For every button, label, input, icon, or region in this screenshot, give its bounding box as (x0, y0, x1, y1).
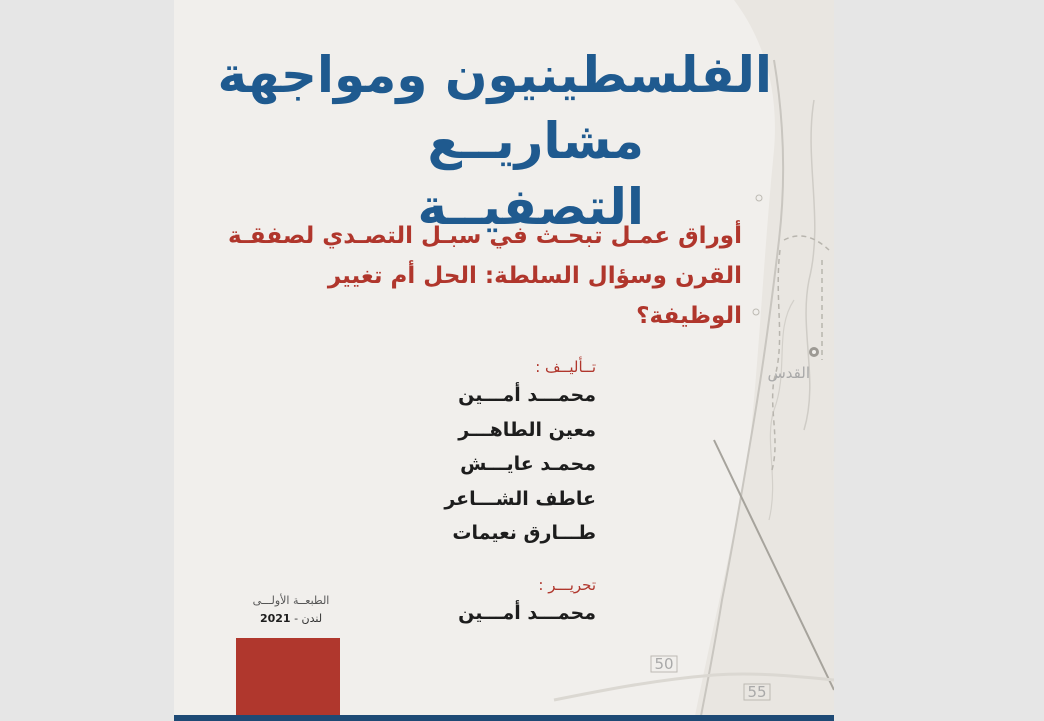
publication-place (236, 610, 346, 628)
place-label: لندن - (294, 612, 323, 625)
author-name: عاطف الشـــاعر (444, 487, 596, 510)
editor-label: تحريـــر : (538, 576, 596, 594)
bottom-bar (174, 715, 834, 721)
city-marker-inner (812, 350, 816, 354)
authors-section (296, 356, 596, 551)
edition-info (236, 592, 346, 628)
publisher-color-block (236, 638, 340, 715)
subtitle-line-2: القرن وسؤال السلطة: الحل أم تغيير الوظيفة؟ (327, 263, 742, 329)
author-name: معين الطاهـــر (458, 418, 596, 441)
road-number-label: 50 (654, 655, 674, 673)
book-cover (174, 0, 834, 721)
publication-year: 2021 (259, 612, 291, 625)
title-line-2: مشاريــع التصفيــة (417, 112, 644, 236)
editor-name: محمـــد أمـــين (458, 602, 596, 624)
map-city-label: القدس (767, 364, 810, 382)
title-line-1: الفلسطينيون ومواجهة (217, 46, 772, 104)
road-number-label: 55 (747, 683, 767, 701)
map-dot (753, 309, 759, 315)
subtitle-line-1: أوراق عمـل تبحـث في سبـل التصـدي لصفقـة (228, 223, 742, 249)
authors-label: تــأليــف : (535, 358, 596, 376)
book-subtitle (222, 216, 742, 336)
book-title (192, 42, 772, 240)
author-name: طـــارق نعيمات (452, 522, 596, 545)
author-name: محمـد عايـــش (460, 453, 596, 476)
author-name: محمـــد أمـــين (458, 384, 596, 406)
edition-label: الطبعــة الأولـــى (252, 594, 330, 607)
